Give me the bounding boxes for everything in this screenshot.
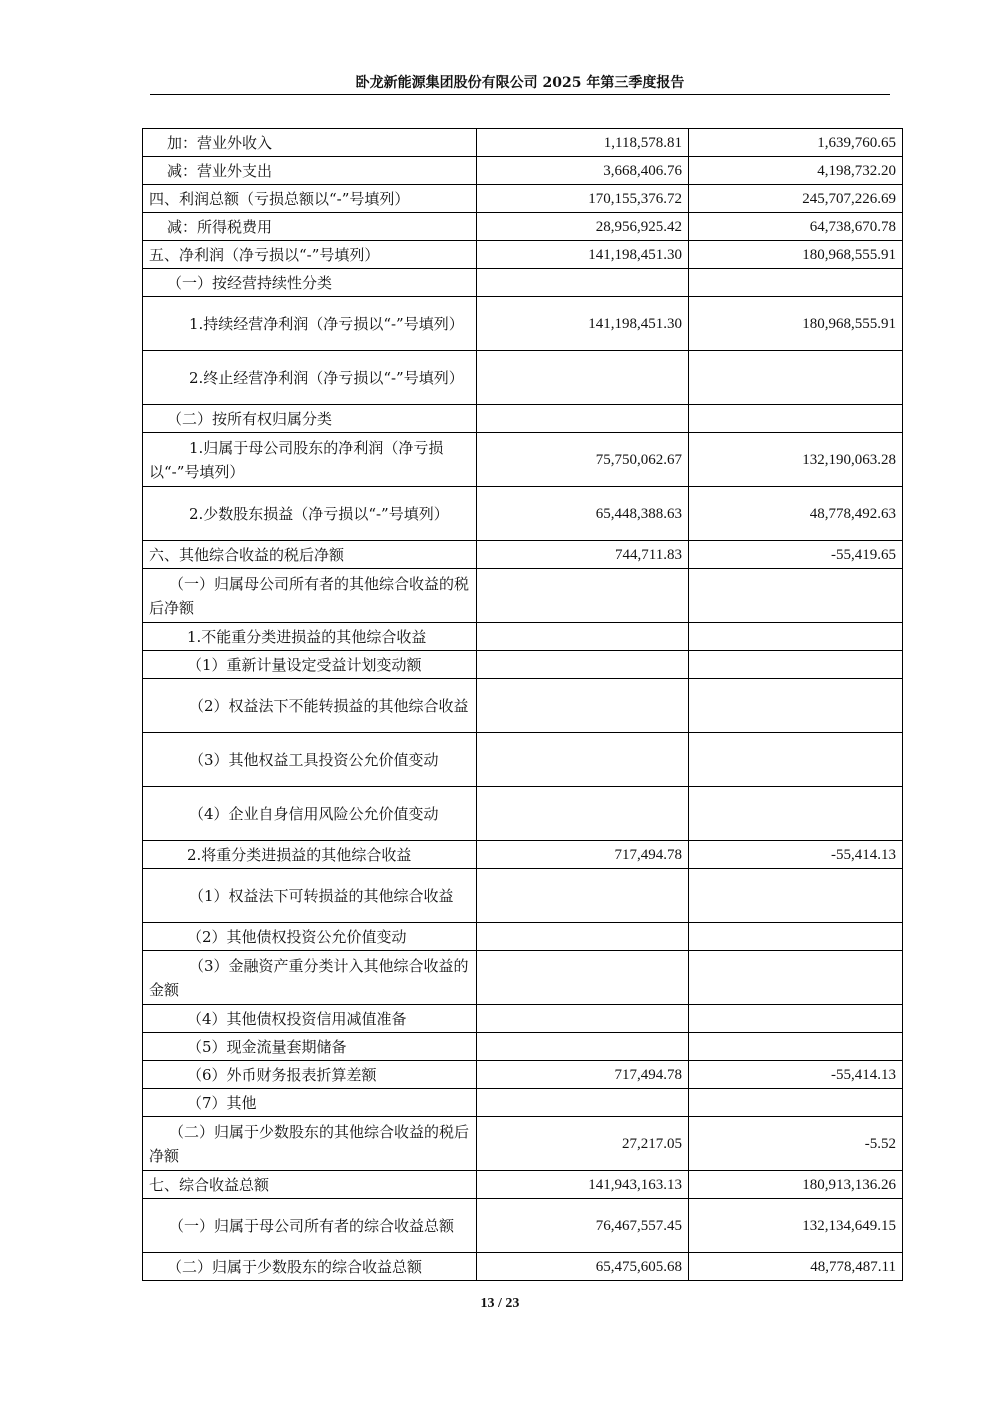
row-label: 四、利润总额（亏损总额以“-”号填列） [143,185,477,213]
row-label: 七、综合收益总额 [143,1171,477,1199]
table-row [143,185,903,213]
prior-period-value: 132,190,063.28 [689,433,903,487]
current-period-value: 76,467,557.45 [477,1199,689,1253]
table-row [143,1005,903,1033]
row-label: （一）归属母公司所有者的其他综合收益的税后净额 [143,569,477,623]
row-label: 六、其他综合收益的税后净额 [143,541,477,569]
prior-period-value [689,623,903,651]
table-row [143,951,903,1005]
prior-period-value [689,651,903,679]
current-period-value [477,569,689,623]
row-label: 1.持续经营净利润（净亏损以“-”号填列） [143,297,477,351]
current-period-value [477,405,689,433]
table-row [143,241,903,269]
prior-period-value: 245,707,226.69 [689,185,903,213]
table-row [143,213,903,241]
current-period-value: 141,198,451.30 [477,241,689,269]
row-label: （3）金融资产重分类计入其他综合收益的金额 [143,951,477,1005]
current-period-value [477,1005,689,1033]
current-period-value: 1,118,578.81 [477,129,689,157]
prior-period-value [689,405,903,433]
table-row [143,405,903,433]
row-label: 2.将重分类进损益的其他综合收益 [143,841,477,869]
table-row [143,487,903,541]
current-period-value [477,1089,689,1117]
prior-period-value: -55,414.13 [689,1061,903,1089]
table-row [143,733,903,787]
prior-period-value: -5.52 [689,1117,903,1171]
current-period-value: 141,943,163.13 [477,1171,689,1199]
current-period-value: 3,668,406.76 [477,157,689,185]
current-period-value: 170,155,376.72 [477,185,689,213]
current-period-value [477,787,689,841]
prior-period-value: -55,419.65 [689,541,903,569]
row-label: （1）权益法下可转损益的其他综合收益 [143,869,477,923]
current-period-value: 65,448,388.63 [477,487,689,541]
table-row [143,1117,903,1171]
table-row [143,841,903,869]
table-row [143,623,903,651]
row-label: （4）企业自身信用风险公允价值变动 [143,787,477,841]
table-row [143,129,903,157]
prior-period-value [689,351,903,405]
prior-period-value [689,679,903,733]
current-period-value: 75,750,062.67 [477,433,689,487]
row-label: （一）按经营持续性分类 [143,269,477,297]
table-row [143,157,903,185]
prior-period-value [689,1089,903,1117]
current-period-value [477,951,689,1005]
table-row [143,351,903,405]
prior-period-value [689,787,903,841]
prior-period-value: 64,738,670.78 [689,213,903,241]
current-period-value [477,733,689,787]
current-period-value [477,623,689,651]
row-label: （5）现金流量套期储备 [143,1033,477,1061]
table-row [143,269,903,297]
table-row [143,679,903,733]
row-label: 加：营业外收入 [143,129,477,157]
row-label: 减：所得税费用 [143,213,477,241]
current-period-value [477,869,689,923]
prior-period-value: 4,198,732.20 [689,157,903,185]
row-label: 2.终止经营净利润（净亏损以“-”号填列） [143,351,477,405]
current-period-value [477,351,689,405]
prior-period-value: 48,778,487.11 [689,1253,903,1281]
table-row [143,1089,903,1117]
current-period-value [477,679,689,733]
current-period-value: 744,711.83 [477,541,689,569]
current-period-value: 717,494.78 [477,1061,689,1089]
table-row [143,869,903,923]
current-period-value [477,923,689,951]
table-row [143,1199,903,1253]
row-label: （二）归属于少数股东的综合收益总额 [143,1253,477,1281]
table-row [143,1061,903,1089]
row-label: （2）权益法下不能转损益的其他综合收益 [143,679,477,733]
prior-period-value [689,1033,903,1061]
table-row [143,787,903,841]
prior-period-value: 180,913,136.26 [689,1171,903,1199]
row-label: （2）其他债权投资公允价值变动 [143,923,477,951]
prior-period-value: 1,639,760.65 [689,129,903,157]
current-period-value: 141,198,451.30 [477,297,689,351]
row-label: （二）归属于少数股东的其他综合收益的税后净额 [143,1117,477,1171]
table-row [143,569,903,623]
current-period-value: 717,494.78 [477,841,689,869]
table-row [143,651,903,679]
prior-period-value [689,923,903,951]
current-period-value [477,269,689,297]
row-label: （4）其他债权投资信用减值准备 [143,1005,477,1033]
table-row [143,297,903,351]
table-row [143,541,903,569]
prior-period-value [689,733,903,787]
page-header-title: 卧龙新能源集团股份有限公司 2025 年第三季度报告 [355,75,685,91]
row-label: （7）其他 [143,1089,477,1117]
header-rule [150,94,890,95]
current-period-value: 28,956,925.42 [477,213,689,241]
current-period-value: 27,217.05 [477,1117,689,1171]
row-label: 2.少数股东损益（净亏损以“-”号填列） [143,487,477,541]
table-row [143,923,903,951]
prior-period-value [689,1005,903,1033]
table-row [143,433,903,487]
row-label: 1.不能重分类进损益的其他综合收益 [143,623,477,651]
income-statement-table [142,128,903,1281]
current-period-value [477,1033,689,1061]
current-period-value [477,651,689,679]
row-label: （一）归属于母公司所有者的综合收益总额 [143,1199,477,1253]
table-row [143,1171,903,1199]
page-number: 13 / 23 [480,1296,520,1311]
prior-period-value [689,269,903,297]
prior-period-value: 180,968,555.91 [689,297,903,351]
row-label: （3）其他权益工具投资公允价值变动 [143,733,477,787]
prior-period-value: 180,968,555.91 [689,241,903,269]
row-label: （二）按所有权归属分类 [143,405,477,433]
current-period-value: 65,475,605.68 [477,1253,689,1281]
prior-period-value [689,869,903,923]
prior-period-value: 132,134,649.15 [689,1199,903,1253]
row-label: （1）重新计量设定受益计划变动额 [143,651,477,679]
row-label: 五、净利润（净亏损以“-”号填列） [143,241,477,269]
row-label: （6）外币财务报表折算差额 [143,1061,477,1089]
row-label: 1.归属于母公司股东的净利润（净亏损以“-”号填列） [143,433,477,487]
prior-period-value [689,951,903,1005]
table-row [143,1033,903,1061]
row-label: 减：营业外支出 [143,157,477,185]
prior-period-value: -55,414.13 [689,841,903,869]
prior-period-value: 48,778,492.63 [689,487,903,541]
table-row [143,1253,903,1281]
prior-period-value [689,569,903,623]
